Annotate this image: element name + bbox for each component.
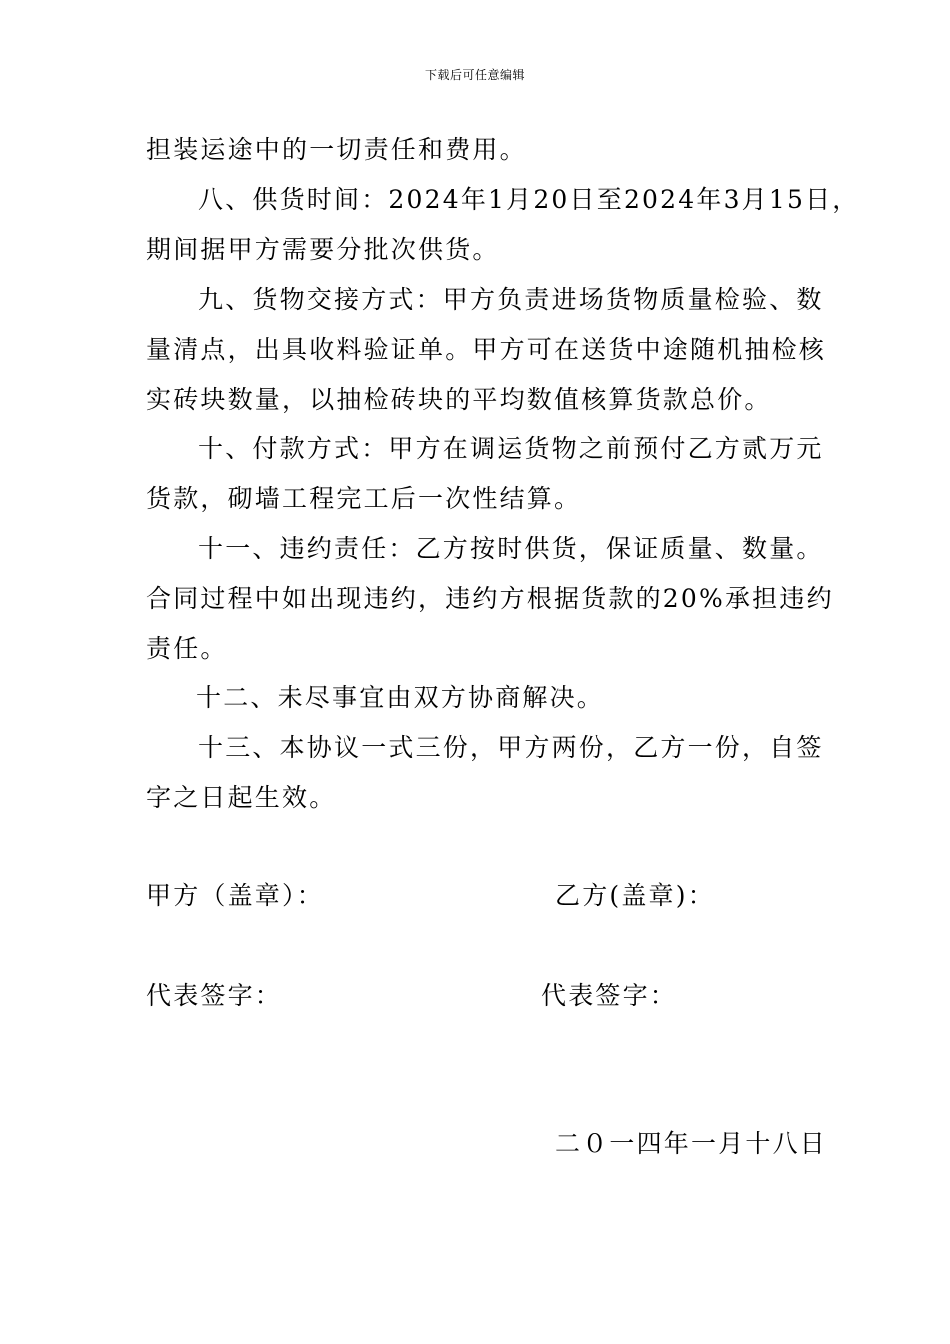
paragraph-line: 担装运途中的一切责任和费用。 (146, 135, 527, 164)
paragraph-line: 字之日起生效。 (146, 783, 337, 812)
party-b-seal-label: 乙方(盖章)： (555, 881, 715, 910)
paragraph-line: 十二、未尽事宜由双方协商解决。 (196, 683, 605, 712)
paragraph-line: 期间据甲方需要分批次供货。 (146, 235, 500, 264)
signing-date: 二０一四年一月十八日 (555, 1129, 828, 1158)
paragraph-line: 实砖块数量，以抽检砖块的平均数值核算货款总价。 (146, 385, 772, 414)
paragraph-line: 十、付款方式：甲方在调运货物之前预付乙方贰万元 (198, 434, 824, 463)
paragraph-line: 十一、违约责任：乙方按时供货，保证质量、数量。 (198, 534, 824, 563)
paragraph-line: 合同过程中如出现违约，违约方根据货款的20%承担违约 (146, 584, 834, 613)
page-header-note: 下载后可任意编辑 (424, 68, 525, 82)
paragraph-line: 八、供货时间：2024年1月20日至2024年3月15日， (198, 185, 860, 214)
paragraph-line: 十三、本协议一式三份，甲方两份，乙方一份，自签 (198, 733, 824, 762)
paragraph-line: 责任。 (146, 634, 228, 663)
paragraph-line: 货款，砌墙工程完工后一次性结算。 (146, 484, 582, 513)
paragraph-line: 量清点，出具收料验证单。甲方可在送货中途随机抽检核 (146, 335, 827, 364)
party-a-rep-label: 代表签字： (146, 981, 283, 1010)
paragraph-line: 九、货物交接方式：甲方负责进场货物质量检验、数 (198, 285, 824, 314)
party-b-rep-label: 代表签字： (541, 981, 678, 1010)
party-a-seal-label: 甲方（盖章）： (146, 881, 324, 910)
